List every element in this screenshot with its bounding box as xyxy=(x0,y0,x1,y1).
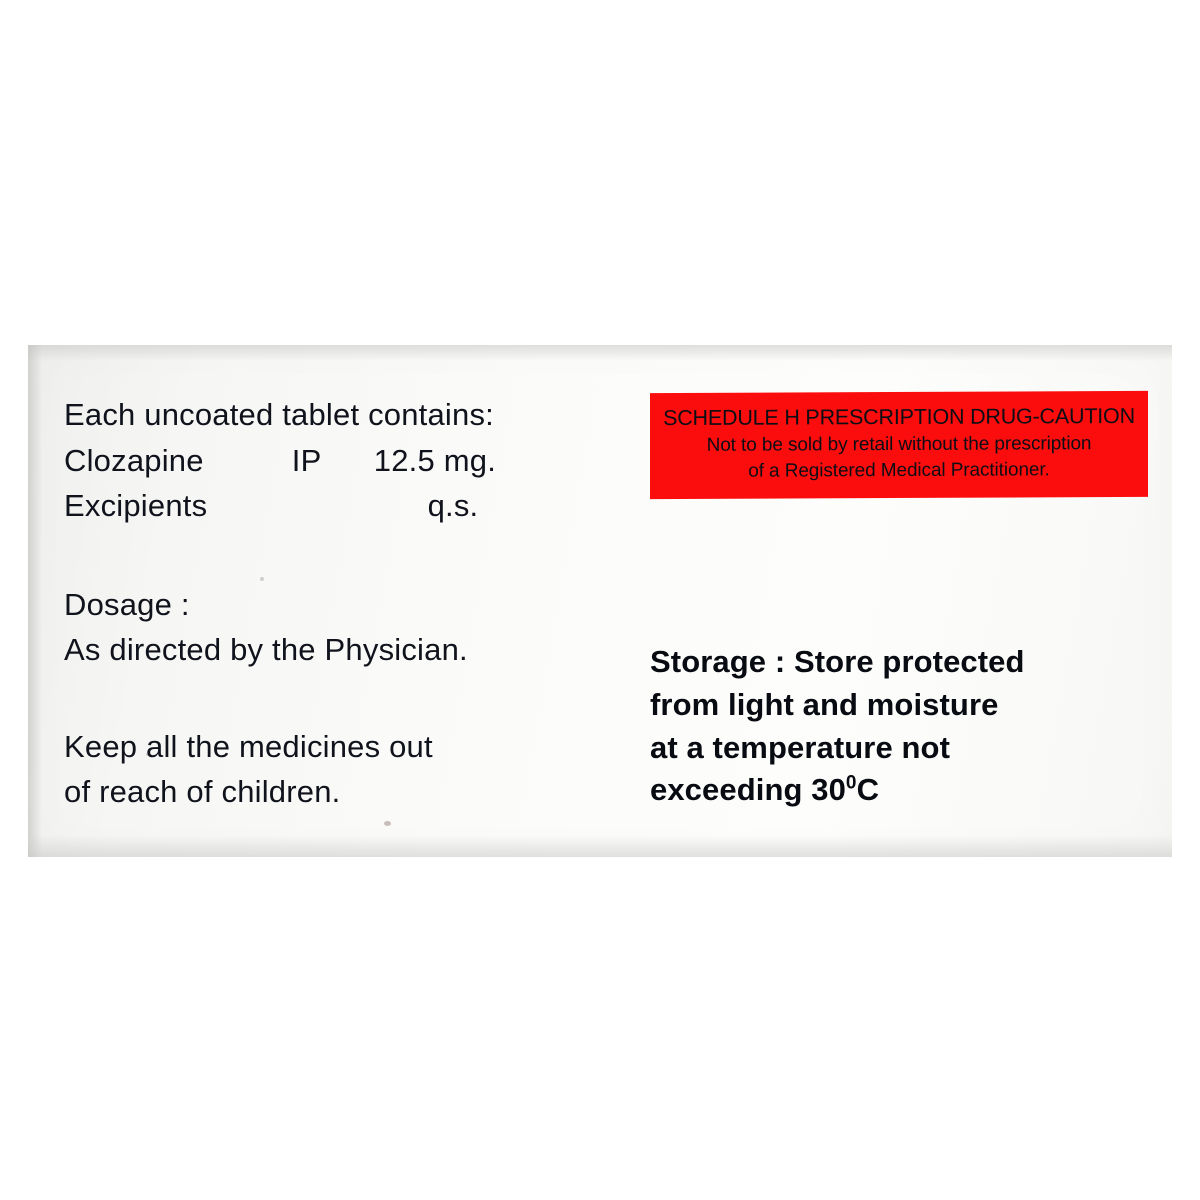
degree-symbol: 0 xyxy=(845,772,857,794)
storage-line3: at a temperature not xyxy=(650,729,951,765)
schedule-h-line3: of a Registered Medical Practitioner. xyxy=(748,459,1050,482)
dosage-block xyxy=(64,583,624,673)
composition-heading: Each uncoated tablet contains: xyxy=(64,397,494,432)
composition-block xyxy=(64,392,624,529)
storage-instructions xyxy=(650,641,1170,812)
child-safety-warning-line1: Keep all the medicines out xyxy=(64,728,433,764)
medicine-carton-panel xyxy=(28,345,1172,857)
storage-line1: Storage : Store protected xyxy=(650,644,1025,679)
carton-speck xyxy=(384,821,391,826)
schedule-h-warning-box xyxy=(650,391,1148,499)
child-safety-warning-line2: of reach of children. xyxy=(64,773,341,809)
storage-line4 xyxy=(650,769,1170,812)
child-safety-warning xyxy=(64,725,624,815)
right-text-column xyxy=(650,392,1150,498)
composition-row-excipients: Excipients q.s. xyxy=(64,488,479,524)
spacer xyxy=(64,673,624,725)
schedule-h-line1: SCHEDULE H PRESCRIPTION DRUG-CAUTION xyxy=(663,403,1135,431)
dosage-instruction: As directed by the Physician. xyxy=(64,631,468,667)
dosage-label: Dosage : xyxy=(64,586,190,622)
storage-line4-prefix: exceeding 30 xyxy=(650,772,846,808)
storage-line4-suffix: C xyxy=(856,772,880,808)
schedule-h-line2: Not to be sold by retail without the prescription xyxy=(706,432,1092,456)
spacer xyxy=(64,529,624,583)
storage-line2: from light and moisture xyxy=(650,686,999,722)
left-text-column xyxy=(64,392,624,814)
carton-left-edge xyxy=(28,345,42,857)
composition-row-clozapine: Clozapine IP 12.5 mg. xyxy=(64,442,497,478)
